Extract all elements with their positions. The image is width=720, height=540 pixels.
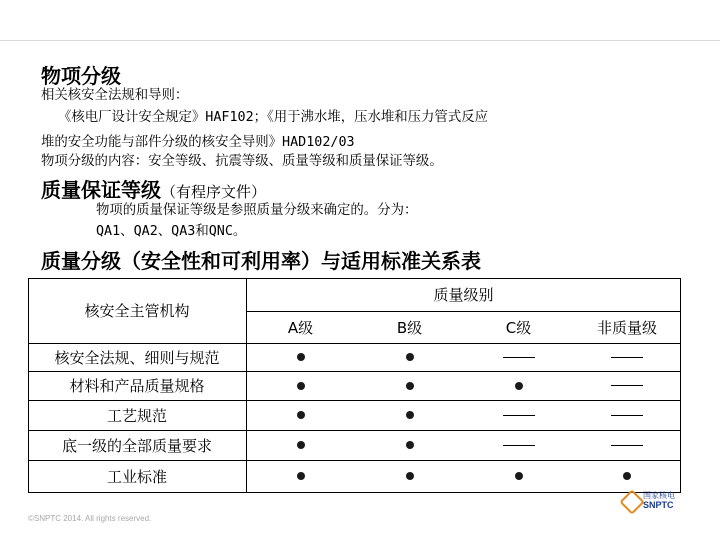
applicable-dot-icon: [297, 353, 305, 361]
table-row-label: 工业标准: [106, 467, 167, 486]
header-level-b: B级: [396, 318, 423, 337]
heading-qa-level: [41, 174, 266, 203]
applicable-dot-icon: [297, 441, 305, 449]
snptc-logo: [623, 490, 693, 518]
copyright-text: ©SNPTC 2014. All rights reserved.: [28, 514, 152, 523]
table-cell: [464, 460, 573, 492]
table-cell: [464, 430, 573, 460]
applicable-dot-icon: [406, 472, 414, 480]
table-cell: [246, 430, 355, 460]
applicable-dot-icon: [515, 472, 523, 480]
applicable-dot-icon: [406, 411, 414, 419]
regulations-line-1: 《核电厂设计安全规定》HAF102；《用于沸水堆，压水堆和压力管式反应: [58, 110, 488, 125]
table-cell: [355, 400, 464, 430]
table-cell: [355, 371, 464, 400]
logo-mark-icon: [619, 489, 644, 514]
table-cell: [464, 343, 573, 371]
table-cell: [246, 371, 355, 400]
not-applicable-dash-icon: [611, 357, 643, 358]
header-authority: 核安全主管机构: [84, 302, 190, 320]
qa-level-description: 物项的质量保证等级是参照质量分级来确定的。分为：: [96, 203, 418, 218]
table-cell: [355, 343, 464, 371]
table-cell: [573, 343, 681, 371]
classification-content: 物项分级的内容：安全等级、抗震等级、质量等级和质量保证等级。: [41, 154, 443, 169]
table-border-bottom: [28, 492, 681, 493]
table-row-label: 材料和产品质量规格: [69, 377, 205, 395]
table-cell: [573, 460, 681, 492]
applicable-dot-icon: [406, 353, 414, 361]
table-row-label: 底一级的全部质量要求: [61, 436, 212, 455]
table-cell: [464, 400, 573, 430]
header-level-a: A级: [287, 318, 314, 337]
not-applicable-dash-icon: [503, 415, 535, 416]
table-row-label: 核安全法规、细则与规范: [54, 348, 220, 367]
header-level-c: C级: [505, 318, 532, 337]
applicable-dot-icon: [297, 382, 305, 390]
logo-english-text: SNPTC: [643, 500, 674, 510]
table-cell: [246, 400, 355, 430]
not-applicable-dash-icon: [503, 445, 535, 446]
table-cell: [246, 343, 355, 371]
regulations-intro: 相关核安全法规和导则：: [41, 88, 189, 103]
heading-item-classification: 物项分级: [41, 64, 121, 88]
applicable-dot-icon: [406, 382, 414, 390]
applicable-dot-icon: [297, 411, 305, 419]
table-cell: [573, 371, 681, 400]
logo-chinese-text: 国家核电: [643, 491, 675, 500]
table-cell: [573, 430, 681, 460]
table-cell: [573, 400, 681, 430]
heading-table-title: 质量分级（安全性和可利用率）与适用标准关系表: [41, 249, 481, 273]
quality-standards-table: [28, 278, 681, 492]
not-applicable-dash-icon: [503, 357, 535, 358]
not-applicable-dash-icon: [611, 385, 643, 386]
heading-qa-level-note: （有程序文件）: [161, 183, 267, 201]
not-applicable-dash-icon: [611, 415, 643, 416]
table-row-label: 工艺规范: [106, 406, 167, 425]
applicable-dot-icon: [623, 472, 631, 480]
header-non-quality: 非质量级: [596, 318, 657, 337]
table-cell: [355, 460, 464, 492]
applicable-dot-icon: [406, 441, 414, 449]
applicable-dot-icon: [297, 472, 305, 480]
top-divider: [0, 40, 720, 41]
header-quality-level: 质量级别: [433, 286, 494, 304]
table-cell: [246, 460, 355, 492]
not-applicable-dash-icon: [611, 445, 643, 446]
qa-level-list: QA1、QA2、QA3和QNC。: [96, 224, 247, 239]
table-cell: [464, 371, 573, 400]
regulations-line-2: 堆的安全功能与部件分级的核安全导则》HAD102/03: [41, 135, 355, 150]
heading-qa-level-title: 质量保证等级: [41, 178, 161, 202]
table-cell: [355, 430, 464, 460]
applicable-dot-icon: [515, 382, 523, 390]
